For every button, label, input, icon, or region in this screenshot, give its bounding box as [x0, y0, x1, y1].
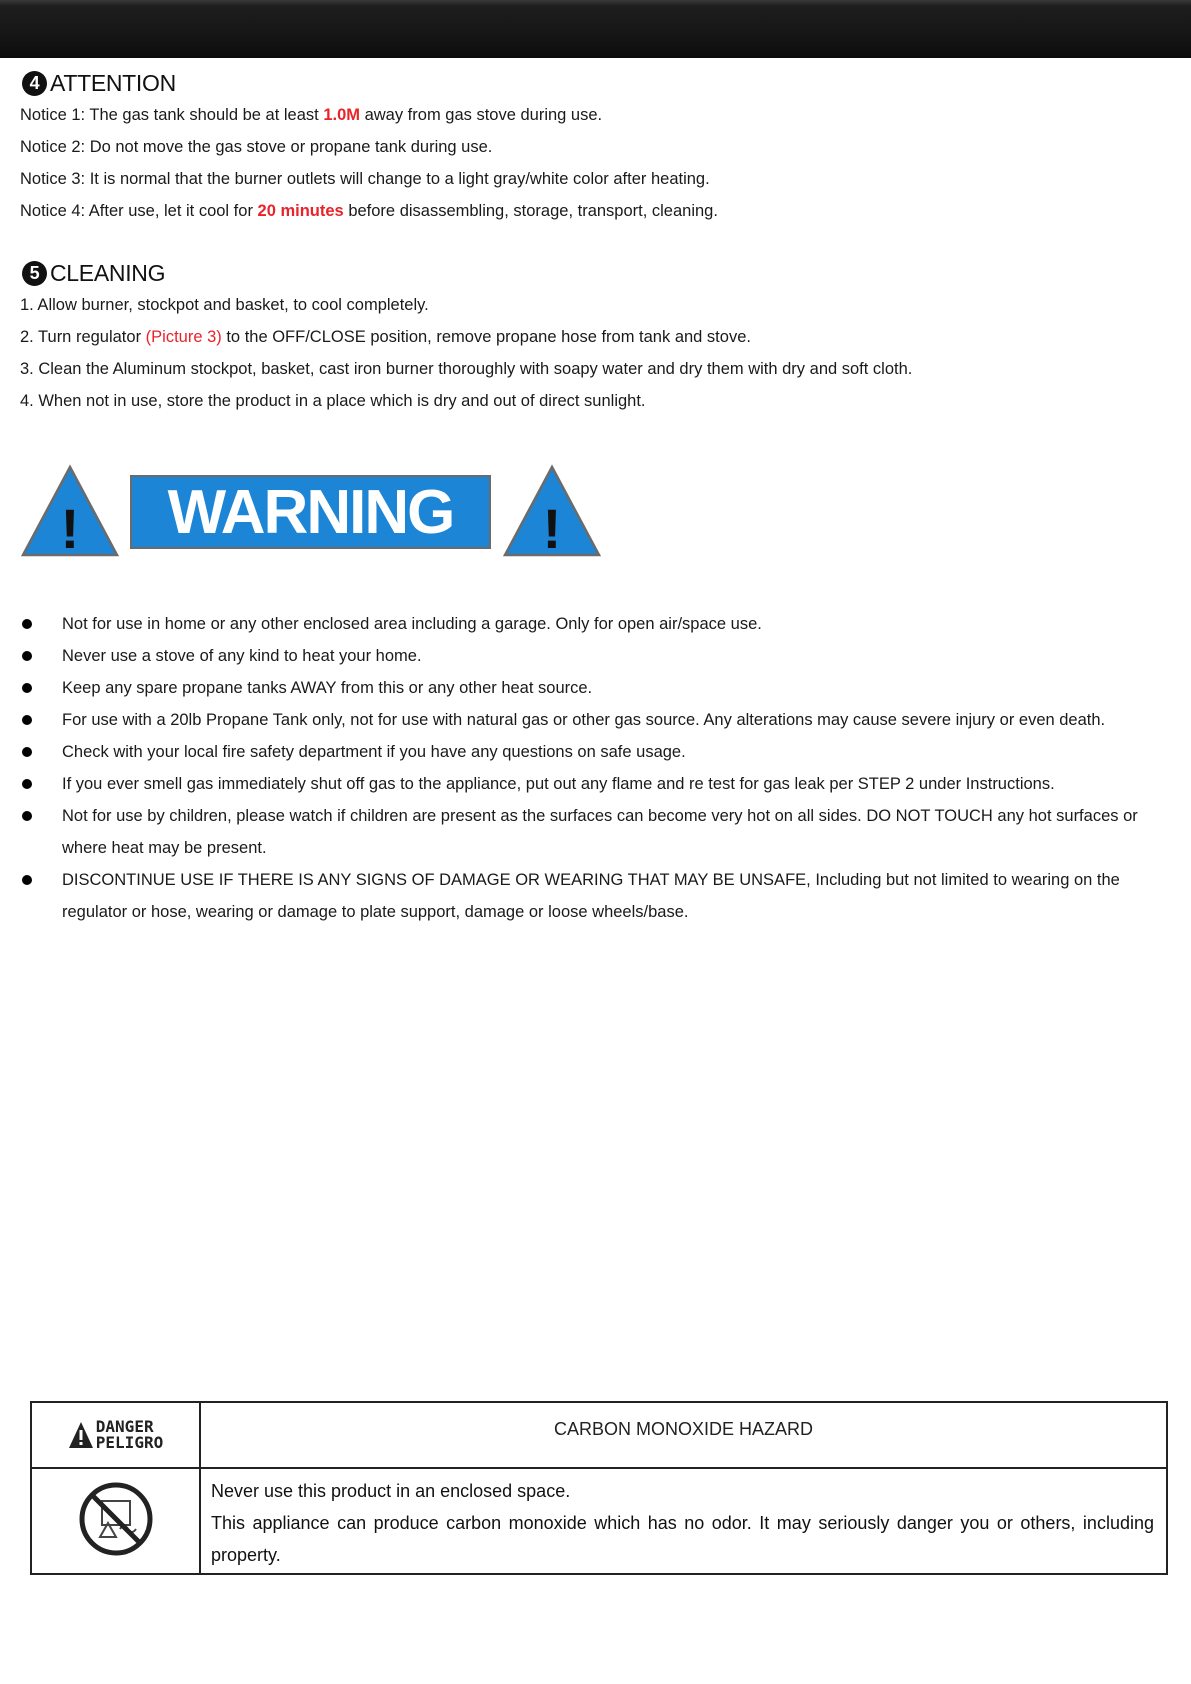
danger-label-cell — [31, 1402, 200, 1468]
warning-list — [0, 608, 1191, 928]
warning-item: DISCONTINUE USE IF THERE IS ANY SIGNS OF DAMAGE OR WEARING THAT MAY BE UNSAFE, Including but not limited to wearing on the regulator or hose, wearing or damage to plate support, damage or loose wheels/base. — [0, 864, 1191, 928]
bullet-icon — [22, 683, 32, 693]
warning-item: Never use a stove of any kind to heat your home. — [0, 640, 1191, 672]
notice-3: Notice 3: It is normal that the burner outlets will change to a light gray/white color after heating. — [20, 170, 710, 188]
notice-4-duration: 20 minutes — [257, 202, 344, 220]
bullet-icon — [22, 875, 32, 885]
cleaning-step-2 — [20, 328, 751, 347]
warning-item: Not for use in home or any other enclosed area including a garage. Only for open air/space use. — [0, 608, 1191, 640]
notice-2: Notice 2: Do not move the gas stove or propane tank during use. — [20, 138, 493, 156]
warning-triangle-right-icon — [502, 464, 602, 558]
cleaning-step-4: 4. When not in use, store the product in a place which is dry and out of direct sunlight. — [20, 392, 646, 410]
danger-label-es: PELIGRO — [95, 1433, 164, 1452]
notice-1-text-end: away from gas stove during use. — [360, 106, 603, 124]
notice-1-distance: 1.0M — [323, 106, 360, 124]
cleaning-step-2-text: 2. Turn regulator — [20, 328, 146, 346]
section-number-4: 4 — [22, 71, 47, 96]
warning-item: Not for use by children, please watch if children are present as the surfaces can become very hot on all sides. DO NOT TOUCH any hot surfaces or where heat may be present. — [0, 800, 1191, 864]
warning-item: If you ever smell gas immediately shut off gas to the appliance, put out any flame and re test for gas leak per STEP 2 under Instructions. — [0, 768, 1191, 800]
notice-4-text-end: before disassembling, storage, transport, cleaning. — [343, 202, 718, 220]
picture-reference: (Picture 3) — [145, 328, 222, 346]
danger-triangle-icon — [68, 1421, 94, 1449]
warning-item: Check with your local fire safety department if you have any questions on safe usage. — [0, 736, 1191, 768]
attention-heading — [22, 70, 176, 97]
bullet-icon — [22, 715, 32, 725]
notice-4 — [20, 202, 718, 221]
notice-1-text: Notice 1: The gas tank should be at least — [20, 106, 324, 124]
bullet-icon — [22, 811, 32, 821]
bullet-icon — [22, 651, 32, 661]
notice-1 — [20, 106, 602, 125]
cleaning-step-2-text-end: to the OFF/CLOSE position, remove propane hose from tank and stove. — [221, 328, 751, 346]
cleaning-step-3: 3. Clean the Aluminum stockpot, basket, cast iron burner thoroughly with soapy water and dry them with dry and soft cloth. — [20, 360, 913, 378]
notice-4-text: Notice 4: After use, let it cool for — [20, 202, 258, 220]
bullet-icon — [22, 747, 32, 757]
no-enclosed-space-icon — [76, 1479, 156, 1559]
section-number-5: 5 — [22, 261, 47, 286]
warning-item: For use with a 20lb Propane Tank only, not for use with natural gas or other gas source. Any alterations may cause severe injury or even death. — [0, 704, 1191, 736]
warning-left-exclamation: ! — [60, 497, 80, 558]
hazard-title: CARBON MONOXIDE HAZARD — [200, 1402, 1167, 1468]
top-header-bar — [0, 0, 1191, 58]
danger-label-en: DANGER — [95, 1417, 154, 1436]
hazard-line-2: This appliance can produce carbon monoxide which has no odor. It may seriously danger you or others, including property. — [211, 1513, 1154, 1565]
cleaning-title: CLEANING — [50, 260, 166, 286]
cleaning-heading — [22, 260, 165, 287]
bullet-icon — [22, 779, 32, 789]
attention-title: ATTENTION — [50, 70, 176, 96]
bullet-icon — [22, 619, 32, 629]
warning-triangle-left-icon — [20, 464, 120, 558]
hazard-description — [200, 1468, 1167, 1574]
cleaning-step-1: 1. Allow burner, stockpot and basket, to cool completely. — [20, 296, 429, 314]
hazard-line-1: Never use this product in an enclosed space. — [211, 1481, 571, 1501]
hazard-icon-cell — [31, 1468, 200, 1574]
warning-banner: WARNING — [130, 475, 491, 549]
warning-right-exclamation: ! — [542, 497, 562, 558]
carbon-monoxide-hazard-table — [30, 1401, 1168, 1575]
warning-item: Keep any spare propane tanks AWAY from this or any other heat source. — [0, 672, 1191, 704]
